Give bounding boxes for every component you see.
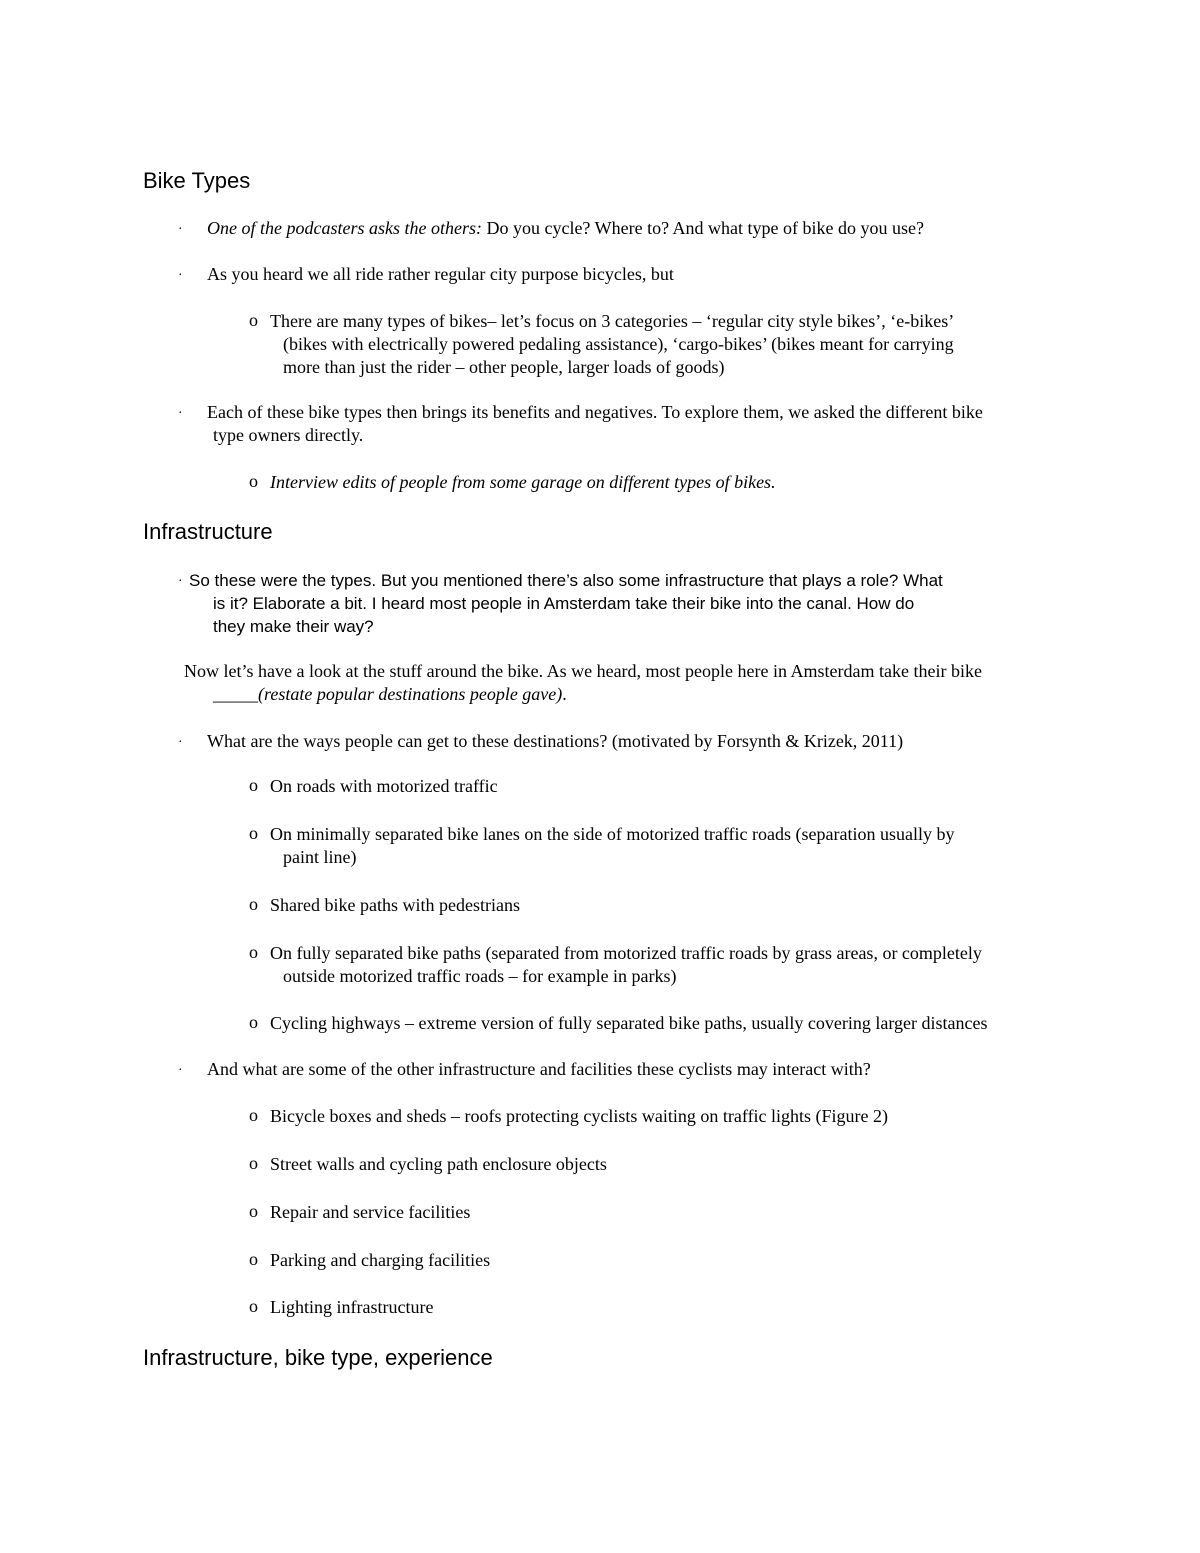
transition-paragraph-cont: _____(restate popular destinations people gave). bbox=[213, 684, 567, 704]
bullet-marker: · bbox=[178, 406, 183, 421]
paragraph-line: type owners directly. bbox=[213, 425, 364, 445]
bullet-marker: · bbox=[178, 268, 183, 283]
heading-experience: Infrastructure, bike type, experience bbox=[143, 1345, 493, 1370]
sub-bullet-marker: o bbox=[249, 471, 258, 491]
bullet-marker: · bbox=[178, 571, 183, 587]
paragraph-line: they make their way? bbox=[213, 617, 374, 636]
way-item: On roads with motorized traffic bbox=[270, 776, 498, 796]
sub-bullet-marker: o bbox=[249, 775, 258, 795]
sub-bullet-marker: o bbox=[249, 1012, 258, 1032]
italic-note: (restate popular destinations people gave) bbox=[258, 684, 563, 704]
paragraph-line: So these were the types. But you mentioned there’s also some infrastructure that plays a role? What bbox=[189, 571, 943, 590]
transition-paragraph: Now let’s have a look at the stuff around the bike. As we heard, most people here in Amsterdam take their bike bbox=[184, 661, 982, 681]
facility-item: Parking and charging facilities bbox=[270, 1250, 491, 1270]
paragraph-line: more than just the rider – other people, larger loads of goods) bbox=[283, 357, 725, 377]
ways-question: What are the ways people can get to these destinations? (motivated by Forsynth & Krizek, 2011) bbox=[207, 731, 904, 751]
infrastructure-question bbox=[189, 569, 943, 638]
italic-intro: One of the podcasters asks the others: bbox=[207, 218, 482, 238]
bike-types-intro: As you heard we all ride rather regular city purpose bicycles, but bbox=[207, 264, 674, 284]
blank-line: _____ bbox=[213, 684, 258, 704]
facility-item: Repair and service facilities bbox=[270, 1202, 471, 1222]
way-item: On minimally separated bike lanes on the side of motorized traffic roads (separation usually by paint line) bbox=[270, 824, 955, 867]
way-item: Cycling highways – extreme version of fully separated bike paths, usually covering larger distances bbox=[270, 1013, 988, 1033]
way-item: On fully separated bike paths (separated from motorized traffic roads by grass areas, or completely outside motorized traffic roads – for example in parks) bbox=[270, 943, 982, 986]
sub-bullet-marker: o bbox=[249, 1105, 258, 1125]
bullet-marker: · bbox=[178, 1063, 183, 1078]
way-item: Shared bike paths with pedestrians bbox=[270, 895, 520, 915]
bullet-marker: · bbox=[178, 222, 183, 237]
heading-infrastructure: Infrastructure bbox=[143, 519, 273, 544]
paragraph-line: (bikes with electrically powered pedaling assistance), ‘cargo-bikes’ (bikes meant for carrying bbox=[283, 334, 954, 354]
facility-item: Lighting infrastructure bbox=[270, 1297, 434, 1317]
paragraph-line: Each of these bike types then brings its benefits and negatives. To explore them, we asked the different bike bbox=[207, 402, 983, 422]
bike-categories bbox=[270, 310, 954, 379]
sub-bullet-marker: o bbox=[249, 894, 258, 914]
heading-bike-types: Bike Types bbox=[143, 168, 251, 193]
paragraph-line: There are many types of bikes– let’s focus on 3 categories – ‘regular city style bikes’, ‘e-bikes’ bbox=[270, 311, 955, 331]
facility-item: Bicycle boxes and sheds – roofs protecting cyclists waiting on traffic lights (Figure 2) bbox=[270, 1106, 889, 1126]
sub-bullet-marker: o bbox=[249, 1296, 258, 1316]
sub-bullet-marker: o bbox=[249, 310, 258, 330]
bike-types-question bbox=[207, 217, 924, 240]
facility-item: Street walls and cycling path enclosure objects bbox=[270, 1154, 607, 1174]
bullet-marker: · bbox=[178, 735, 183, 750]
sub-bullet-marker: o bbox=[249, 942, 258, 962]
sub-bullet-marker: o bbox=[249, 1249, 258, 1269]
paragraph-line: is it? Elaborate a bit. I heard most people in Amsterdam take their bike into the canal. How do bbox=[213, 594, 915, 613]
bike-types-benefits bbox=[207, 401, 983, 447]
sub-bullet-marker: o bbox=[249, 1201, 258, 1221]
sub-bullet-marker: o bbox=[249, 1153, 258, 1173]
facilities-question: And what are some of the other infrastructure and facilities these cyclists may interact with? bbox=[207, 1059, 871, 1079]
sub-bullet-marker: o bbox=[249, 823, 258, 843]
question-text: Do you cycle? Where to? And what type of bike do you use? bbox=[481, 218, 925, 238]
interview-note: Interview edits of people from some garage on different types of bikes. bbox=[270, 472, 776, 492]
